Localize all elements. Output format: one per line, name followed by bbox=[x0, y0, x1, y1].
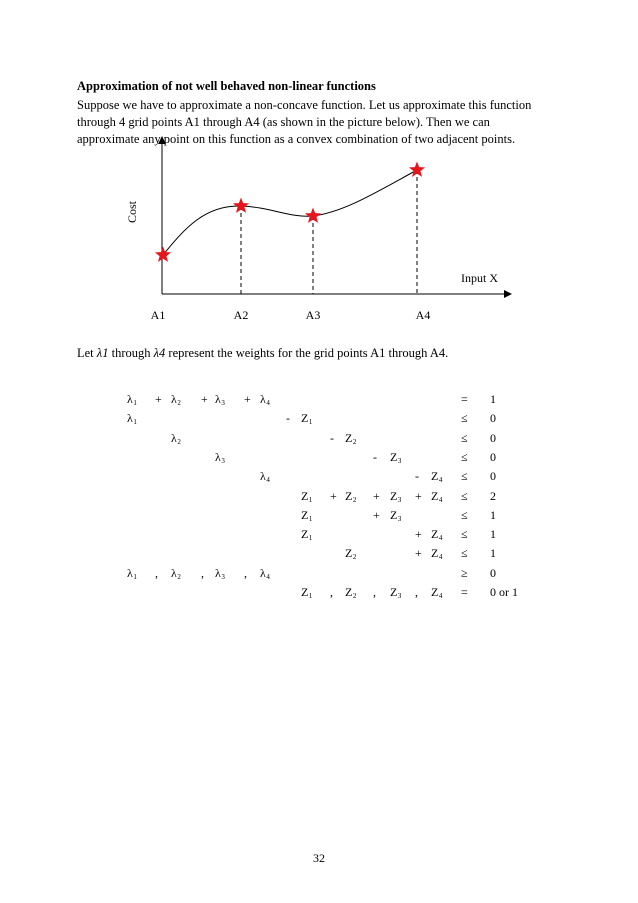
lp-term: , bbox=[330, 585, 333, 599]
lp-term: $\lambda_3$ bbox=[215, 392, 225, 407]
lp-term: ≤ bbox=[461, 411, 468, 426]
lp-term: 0 bbox=[490, 430, 496, 445]
lp-term: 1 bbox=[490, 546, 496, 561]
star-marker-a3 bbox=[305, 208, 321, 223]
lp-term: + bbox=[373, 488, 380, 503]
lp-term: + bbox=[373, 507, 380, 522]
star-marker-a2 bbox=[233, 198, 249, 213]
lp-term: $\lambda_4$ bbox=[260, 469, 270, 485]
lp-term: ≤ bbox=[461, 449, 468, 464]
function-curve bbox=[163, 170, 417, 255]
let-suffix: represent the weights for the grid points A1 through A4. bbox=[165, 346, 449, 360]
lp-term: + bbox=[415, 546, 422, 561]
lp-term: $Z_3$ bbox=[390, 488, 402, 504]
grid-label-a1: A1 bbox=[150, 308, 166, 322]
lp-term: , bbox=[244, 565, 247, 580]
star-marker-a4 bbox=[409, 162, 425, 177]
lp-term: $Z_2$ bbox=[345, 585, 357, 600]
lp-term: , bbox=[373, 585, 376, 599]
lp-term: + bbox=[415, 488, 422, 503]
lp-term: $\lambda_1$ bbox=[127, 565, 137, 581]
lp-term: $\lambda_4$ bbox=[260, 392, 270, 407]
lp-term: , bbox=[155, 565, 158, 580]
lp-term: $Z_4$ bbox=[431, 527, 443, 543]
lp-term: $\lambda_1$ bbox=[127, 411, 137, 427]
lp-term: $Z_1$ bbox=[301, 585, 313, 600]
lp-term: $Z_2$ bbox=[345, 430, 357, 446]
let-prefix: Let bbox=[77, 346, 97, 360]
lp-term: $\lambda_3$ bbox=[215, 449, 225, 465]
lp-term: $Z_4$ bbox=[431, 546, 443, 562]
lp-term: - bbox=[373, 449, 377, 464]
paragraph-line: Suppose we have to approximate a non-concave function. Let us approximate this function bbox=[77, 98, 532, 112]
lp-term: $Z_4$ bbox=[431, 585, 443, 600]
lp-term: 0 bbox=[490, 411, 496, 426]
x-axis-label: Input X bbox=[461, 271, 498, 285]
grid-label-a2: A2 bbox=[233, 308, 249, 322]
lp-term: $Z_3$ bbox=[390, 507, 402, 523]
weights-definition bbox=[77, 346, 448, 361]
lp-term: $Z_2$ bbox=[345, 546, 357, 562]
lp-term: + bbox=[244, 392, 251, 406]
lp-term: + bbox=[415, 527, 422, 542]
lp-term: 0 or 1 bbox=[490, 585, 518, 599]
lp-term: $Z_3$ bbox=[390, 585, 402, 600]
lp-term: $Z_1$ bbox=[301, 488, 313, 504]
lp-term: + bbox=[330, 488, 337, 503]
lp-term: + bbox=[201, 392, 208, 406]
lp-term: $Z_2$ bbox=[345, 488, 357, 504]
lp-term: 1 bbox=[490, 507, 496, 522]
lp-term: , bbox=[415, 585, 418, 599]
lp-term: ≤ bbox=[461, 546, 468, 561]
lp-term: ≥ bbox=[461, 565, 468, 580]
lp-term: $\lambda_3$ bbox=[215, 565, 225, 581]
lp-term: 1 bbox=[490, 392, 496, 406]
lp-term: $Z_3$ bbox=[390, 449, 402, 465]
lp-term: ≤ bbox=[461, 430, 468, 445]
lp-term: 0 bbox=[490, 469, 496, 484]
paragraph-line: approximate any point on this function as a convex combination of two adjacent points. bbox=[77, 132, 516, 146]
lp-term: 0 bbox=[490, 565, 496, 580]
grid-label-a3: A3 bbox=[305, 308, 321, 322]
lp-term: $\lambda_2$ bbox=[171, 392, 181, 407]
lp-term: $\lambda_2$ bbox=[171, 430, 181, 446]
page-number: 32 bbox=[313, 851, 325, 865]
lp-term: = bbox=[461, 585, 468, 599]
lp-term: ≤ bbox=[461, 507, 468, 522]
lp-term: + bbox=[155, 392, 162, 406]
let-middle: through bbox=[108, 346, 154, 360]
lp-term: ≤ bbox=[461, 527, 468, 542]
lp-term: 2 bbox=[490, 488, 496, 503]
lp-term: = bbox=[461, 392, 468, 406]
lp-term: $\lambda_1$ bbox=[127, 392, 137, 407]
lp-term: - bbox=[330, 430, 334, 445]
cost-function-diagram bbox=[0, 135, 638, 330]
lp-term: $Z_1$ bbox=[301, 507, 313, 523]
lp-term: - bbox=[286, 411, 290, 426]
lp-term: 0 bbox=[490, 449, 496, 464]
section-heading: Approximation of not well behaved non-linear functions bbox=[77, 79, 376, 93]
lp-term: ≤ bbox=[461, 469, 468, 484]
lp-term: $Z_1$ bbox=[301, 527, 313, 543]
lp-term: $Z_4$ bbox=[431, 469, 443, 485]
lp-term: $\lambda_4$ bbox=[260, 565, 270, 581]
lambda-start: λ1 bbox=[96, 346, 109, 360]
lambda-end: λ4 bbox=[153, 346, 166, 360]
lp-term: $Z_1$ bbox=[301, 411, 313, 427]
lp-term: $\lambda_2$ bbox=[171, 565, 181, 581]
paragraph-line: through 4 grid points A1 through A4 (as shown in the picture below). Then we can bbox=[77, 115, 490, 129]
lp-term: ≤ bbox=[461, 488, 468, 503]
lp-term: $Z_4$ bbox=[431, 488, 443, 504]
lp-term: 1 bbox=[490, 527, 496, 542]
lp-term: , bbox=[201, 565, 204, 580]
grid-label-a4: A4 bbox=[415, 308, 431, 322]
lp-term: - bbox=[415, 469, 419, 484]
y-axis-label: Cost bbox=[125, 200, 139, 224]
